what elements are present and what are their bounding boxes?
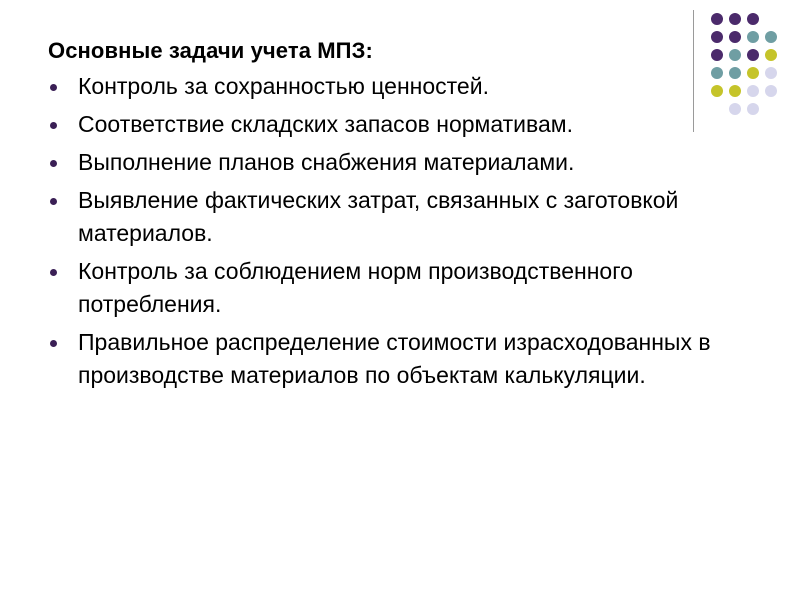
bullet-item [48,108,758,141]
decorative-dot [711,13,723,25]
decorative-dot [729,13,741,25]
bullet-item [48,255,758,321]
bullet-text: Выявление фактических затрат, связанных с заготовкой материалов. [78,187,679,246]
decorative-dot [765,49,777,61]
bullet-dot-icon [50,84,57,91]
bullet-item [48,326,758,392]
bullet-text: Контроль за сохранностью ценностей. [78,73,489,99]
bullet-item [48,146,758,179]
slide-content [48,38,758,397]
decorative-dot [765,85,777,97]
decorative-dot [765,31,777,43]
bullet-dot-icon [50,122,57,129]
bullet-item [48,184,758,250]
decorative-dot [765,67,777,79]
decorative-dot [747,13,759,25]
bullet-text: Правильное распределение стоимости израсходованных в производстве материалов по объектам калькуляции. [78,329,711,388]
bullet-item [48,70,758,103]
bullet-dot-icon [50,160,57,167]
bullet-dot-icon [50,269,57,276]
slide-title: Основные задачи учета МПЗ: [48,38,373,63]
bullet-dot-icon [50,198,57,205]
bullet-list [48,70,758,392]
bullet-text: Выполнение планов снабжения материалами. [78,149,575,175]
bullet-text: Соответствие складских запасов нормативам. [78,111,573,137]
bullet-text: Контроль за соблюдением норм производственного потребления. [78,258,633,317]
bullet-dot-icon [50,340,57,347]
